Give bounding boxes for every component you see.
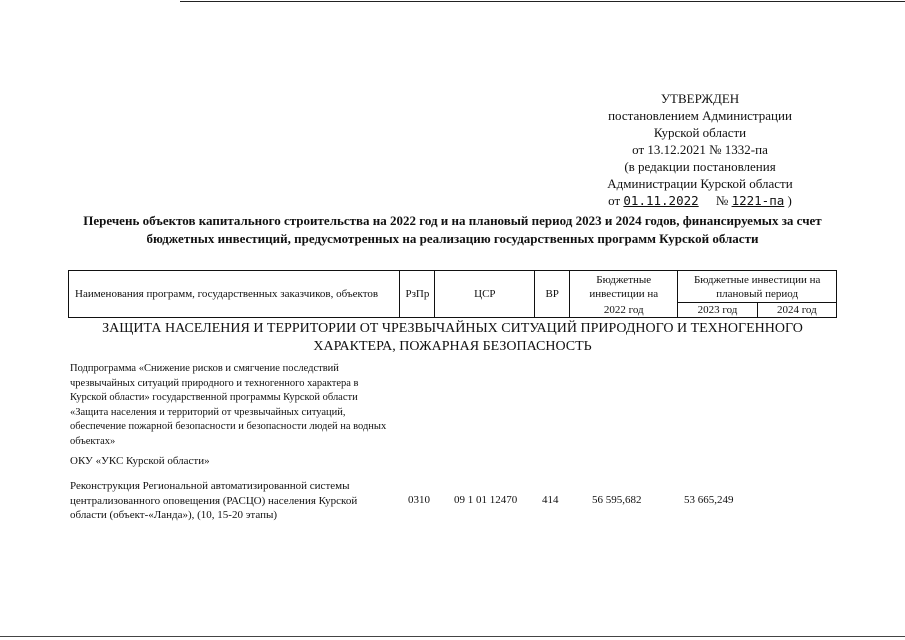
from-prefix: от	[608, 193, 621, 208]
number-prefix: №	[715, 193, 729, 208]
section-title: ЗАЩИТА НАСЕЛЕНИЯ И ТЕРРИТОРИИ ОТ ЧРЕЗВЫЧАЙНЫХ СИТУАЦИЙ ПРИРОДНОГО И ТЕХНОГЕННОГО ХАРАКТЕРА, ПОЖАРНАЯ БЕЗОПАСНОСТЬ	[102, 321, 803, 354]
closing-paren: )	[787, 193, 792, 208]
header-rzpr: РзПр	[400, 271, 435, 318]
header-vr: ВР	[535, 271, 570, 318]
cell-vr: 414	[542, 494, 559, 506]
header-csr: ЦСР	[435, 271, 535, 318]
customer-name: ОКУ «УКС Курской области»	[70, 455, 210, 467]
approval-heading: УТВЕРЖДЕН	[660, 91, 740, 106]
approval-line: (в редакции постановления	[624, 159, 776, 174]
object-name: Реконструкция Региональной автоматизированной системы централизованного оповещения (РАСЦО) населения Курской области (объект-«Ланда»), (10, 15-20 этапы)	[70, 480, 358, 521]
header-invest-2022: Бюджетные инвестиции на	[570, 271, 678, 303]
approval-number: 1221-па	[731, 193, 785, 208]
bottom-border-line	[0, 636, 905, 637]
header-name: Наименования программ, государственных заказчиков, объектов	[69, 271, 400, 318]
approval-date: 01.11.2022	[623, 193, 699, 208]
header-2024: 2024 год	[757, 303, 836, 318]
cell-invest-2022: 56 595,682	[592, 494, 642, 506]
cell-rzpr: 0310	[408, 494, 430, 506]
header-2022-year: 2022 год	[570, 303, 678, 318]
approval-line: от 13.12.2021 № 1332-па	[632, 142, 768, 157]
top-border-line	[180, 1, 905, 2]
document-title: Перечень объектов капитального строительства на 2022 год и на плановый период 2023 и 2024 годов, финансируемых за счет бюджетных инвестиций, предусмотренных на реализацию государственных программ Курской области	[83, 213, 822, 246]
header-2023: 2023 год	[678, 303, 757, 318]
approval-line: постановлением Администрации	[608, 108, 792, 123]
approval-line: Администрации Курской области	[607, 176, 793, 191]
subprogram-text: Подпрограмма «Снижение рисков и смягчение последствий чрезвычайных ситуаций природного и техногенного характера в Курской области» государственной программы Курской области «Защита населения и территорий от чрезвычайных ситуаций, обеспечение пожарной безопасности и безопасности людей на водных объектах»	[70, 363, 387, 447]
approval-date-line	[590, 192, 810, 209]
cell-invest-2023: 53 665,249	[684, 494, 734, 506]
cell-csr: 09 1 01 12470	[454, 494, 518, 506]
approval-stamp	[590, 90, 810, 209]
approval-line: Курской области	[653, 125, 747, 140]
table-header	[68, 270, 837, 318]
header-planned-period: Бюджетные инвестиции на плановый период	[678, 271, 837, 303]
